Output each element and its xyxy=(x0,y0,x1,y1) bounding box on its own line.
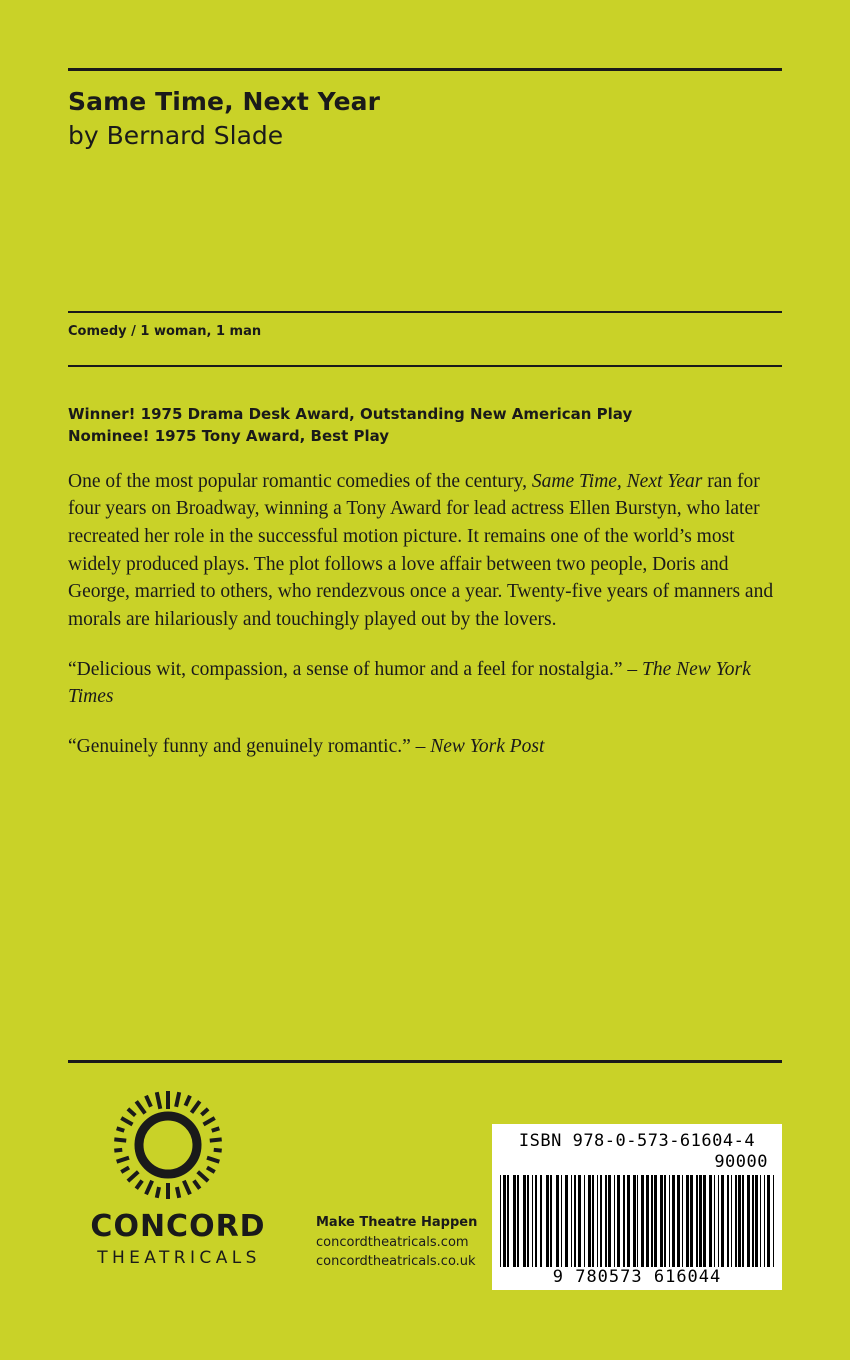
review-quote-2-text: “Genuinely funny and genuinely romantic.” – xyxy=(68,736,431,757)
awards-divider xyxy=(68,365,782,367)
top-divider xyxy=(68,68,782,71)
description-part-1: One of the most popular romantic comedies of the century, xyxy=(68,470,532,492)
genre-divider xyxy=(68,311,782,313)
review-quote-1-text: “Delicious wit, compassion, a sense of humor and a feel for nostalgia.” – xyxy=(68,658,643,680)
awards-block xyxy=(68,365,782,448)
cover-content xyxy=(68,0,782,780)
description-paragraph xyxy=(68,468,782,634)
description-title-italic: Same Time, Next Year xyxy=(531,470,703,492)
play-title: Same Time, Next Year xyxy=(68,87,381,116)
barcode-bar xyxy=(773,1175,774,1267)
play-author: by Bernard Slade xyxy=(68,121,284,150)
barcode-bars xyxy=(500,1175,774,1267)
footer xyxy=(68,1085,782,1305)
title-block xyxy=(68,68,782,150)
footer-divider xyxy=(68,1060,782,1063)
review-quote-1 xyxy=(68,656,782,711)
review-quote-2-source: New York Post xyxy=(430,736,545,757)
tagline-bold: Make Theatre Happen xyxy=(316,1215,478,1230)
barcode-digits: 9 780573 616044 xyxy=(552,1267,722,1287)
description-part-2: ran for four years on Broadway, winning a Tony Award for lead actress Ellen Burstyn, who later recreated her role in the successful motion picture. It remains one of the world’s most widely produced plays. The plot follows a love affair between two people, Doris and George, married to others, who rendezvous once a year. Twenty-five years of manners and morals are hilariously and touchingly played out by the lovers. xyxy=(68,470,774,630)
award-line-2: Nominee! 1975 Tony Award, Best Play xyxy=(68,426,390,445)
genre-block xyxy=(68,311,782,339)
publisher-name: CONCORD xyxy=(90,1209,266,1244)
website-us[interactable]: concordtheatricals.com xyxy=(316,1234,469,1250)
review-quote-2 xyxy=(68,733,782,761)
review-quote-1-source: The New York Times xyxy=(68,658,751,708)
awards-text xyxy=(68,404,782,448)
publisher-subname: THEATRICALS xyxy=(97,1248,261,1268)
publisher-tagline xyxy=(316,1213,496,1272)
barcode-block xyxy=(492,1124,782,1290)
barcode-addon: 90000 xyxy=(714,1152,768,1172)
genre-line: Comedy / 1 woman, 1 man xyxy=(68,324,262,339)
isbn-text: ISBN 978-0-573-61604-4 xyxy=(518,1131,756,1151)
publisher-logo xyxy=(70,1085,290,1268)
concord-ring-icon xyxy=(108,1085,228,1205)
website-uk[interactable]: concordtheatricals.co.uk xyxy=(316,1254,476,1269)
award-line-1: Winner! 1975 Drama Desk Award, Outstanding New American Play xyxy=(68,405,633,423)
